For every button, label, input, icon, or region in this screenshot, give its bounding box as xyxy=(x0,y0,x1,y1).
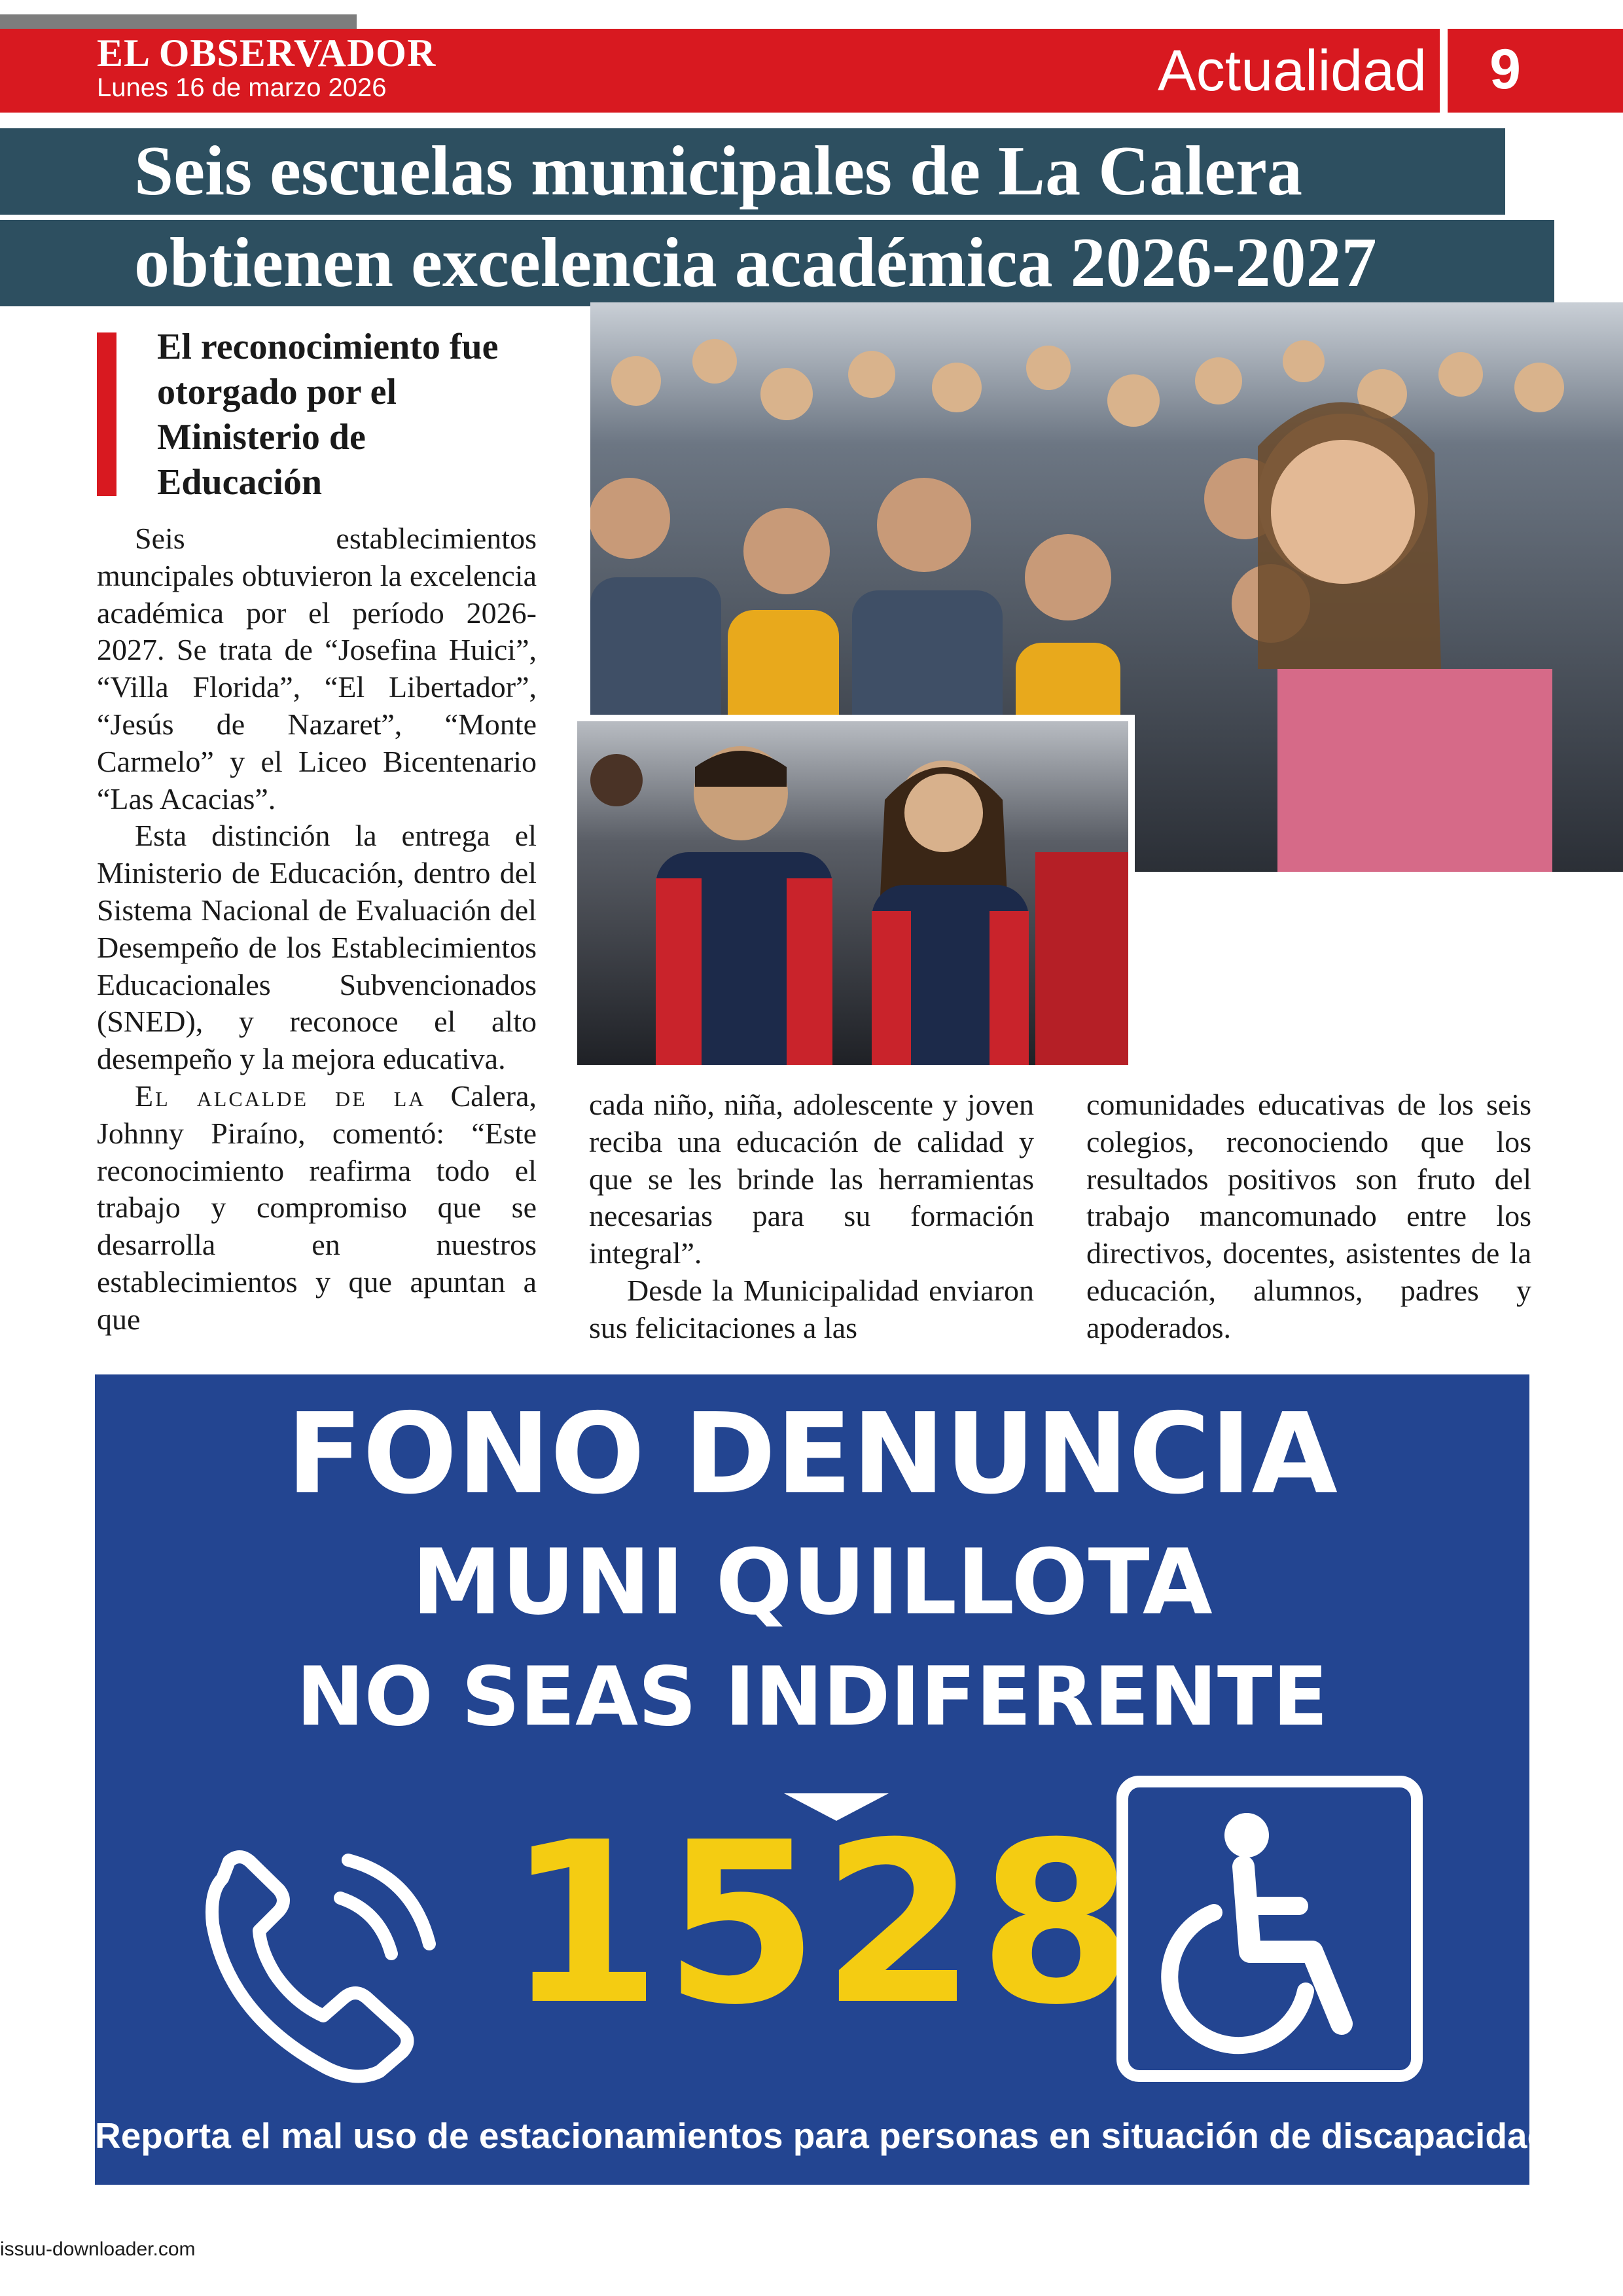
fono-denuncia-ad xyxy=(95,1374,1550,2185)
headline: obtienen excelencia académica 2026-2027 xyxy=(134,224,1377,302)
article-column-3 xyxy=(1086,1086,1531,1347)
publication-date: Lunes 16 de marzo 2026 xyxy=(97,73,387,102)
article-paragraph: Seis establecimientos muncipales obtuvieron la excelencia académica por el período 2026-2027. Se trata de “Josefina Huici”, “Villa Florida”, “El Libertador”, “Jesús de Nazaret”, “Monte Carmelo” y el Liceo Bicentenario “Las Acacias”. xyxy=(97,522,537,816)
section-label: Actualidad xyxy=(1158,38,1427,103)
watermark-text: issuu-downloader.com xyxy=(0,2238,196,2260)
article-paragraph xyxy=(97,1078,537,1338)
article-paragraph: Esta distinción la entrega el Ministerio de Educación, dentro del Sistema Nacional de Evaluación del Desempeño de los Establecimientos Educacionales Subvencionados (SNED), y reconoce el alto desempeño y la mejora educativa. xyxy=(97,819,537,1076)
ad-title: FONO DENUNCIA xyxy=(286,1390,1338,1519)
students-jackets-photo xyxy=(571,715,1135,1071)
headline: Seis escuelas municipales de La Calera xyxy=(134,132,1302,210)
article-paragraph: Desde la Municipalidad enviaron sus felicitaciones a las xyxy=(589,1273,1034,1344)
ad-subtitle: MUNI QUILLOTA xyxy=(412,1530,1213,1635)
masthead: EL OBSERVADOR xyxy=(97,31,437,75)
article-paragraph: cada niño, niña, adolescente y joven reciba una educación de calidad y que se les brinde las herramientas necesarias para su formación integral”. xyxy=(589,1088,1034,1270)
ad-slogan: NO SEAS INDIFERENTE xyxy=(296,1650,1329,1744)
ad-footer-text: Reporta el mal uso de estacionamientos para personas en situación de discapacidad xyxy=(95,2115,1550,2156)
hotline-number: 1528 xyxy=(506,1795,1137,2054)
phone-icon xyxy=(183,1826,458,2101)
top-rule xyxy=(0,14,357,29)
page-number: 9 xyxy=(1489,38,1521,101)
paragraph-text: Calera, Johnny Piraíno, comentó: “Este reconocimiento reafirma todo el trabajo y compromiso que se desarrolla en nuestros establecimientos y que apuntan a que xyxy=(97,1079,537,1336)
subhead: El reconocimiento fue otorgado por el Ministerio de Educación xyxy=(157,327,499,503)
subhead-accent-bar xyxy=(97,332,116,496)
article-paragraph: comunidades educativas de los seis colegios, reconociendo que los resultados positivos son fruto del trabajo mancomunado entre los directivos, docentes, asistentes de la educación, alumnos, padres y apoderados. xyxy=(1086,1088,1531,1344)
section-divider xyxy=(1440,29,1448,113)
accessibility-icon xyxy=(1116,1775,1423,2083)
article-column-1 xyxy=(97,520,537,1338)
article-column-2 xyxy=(589,1086,1034,1347)
paragraph-lead: El alcalde de la xyxy=(135,1079,426,1113)
